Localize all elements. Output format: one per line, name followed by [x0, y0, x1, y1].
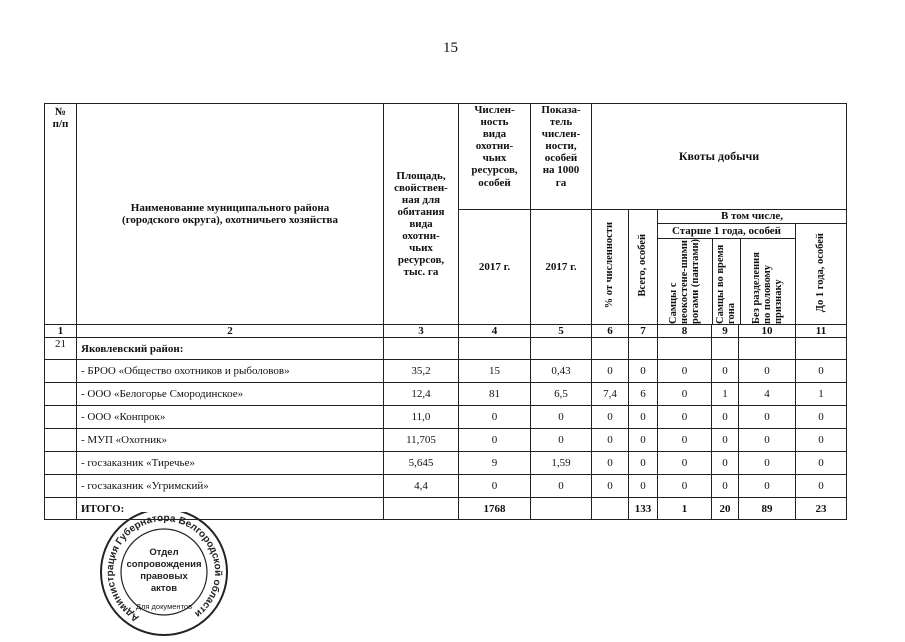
- col-number: 6: [592, 325, 629, 338]
- row-pct: 0: [592, 429, 629, 452]
- row-c8: 0: [658, 452, 712, 475]
- row-c8: 0: [658, 383, 712, 406]
- totals-c8: 1: [658, 498, 712, 520]
- row-pct: 7,4: [592, 383, 629, 406]
- col-number: 10: [739, 325, 796, 338]
- col-number: 2: [77, 325, 384, 338]
- row-index: 0: [531, 429, 592, 452]
- stamp-ring-text: Администрация Губернатора Белгородской области: [104, 512, 224, 624]
- header-name: Наименование муниципального района (городского округа), охотничьего хозяйства: [77, 104, 384, 325]
- row-c9: 0: [712, 360, 739, 383]
- totals-label: ИТОГО:: [77, 498, 384, 520]
- row-area: 12,4: [384, 383, 459, 406]
- table-row: [45, 475, 847, 498]
- header-quotas: Квоты добычи: [592, 104, 847, 210]
- row-index: 6,5: [531, 383, 592, 406]
- stamp-center-line: правовых: [140, 571, 188, 582]
- col-number: 7: [629, 325, 658, 338]
- row-c10: 0: [739, 406, 796, 429]
- row-total: 0: [629, 452, 658, 475]
- row-c11: 0: [796, 360, 847, 383]
- header-c11: До 1 года, особей: [815, 232, 827, 313]
- header-year-count: 2017 г.: [459, 210, 531, 325]
- totals-pct: [592, 498, 629, 520]
- row-index: 1,59: [531, 452, 592, 475]
- district-num: 21: [45, 338, 77, 360]
- row-c8: 0: [658, 406, 712, 429]
- col-number: 4: [459, 325, 531, 338]
- col-number: 8: [658, 325, 712, 338]
- row-pct: 0: [592, 360, 629, 383]
- column-numbers-row: [45, 325, 847, 338]
- row-area: 35,2: [384, 360, 459, 383]
- row-count: 0: [459, 429, 531, 452]
- row-c10: 4: [739, 383, 796, 406]
- row-c11: 0: [796, 406, 847, 429]
- row-area: 11,0: [384, 406, 459, 429]
- header-older: Старше 1 года, особей: [658, 224, 795, 239]
- totals-total: 133: [629, 498, 658, 520]
- row-total: 0: [629, 429, 658, 452]
- row-total: 0: [629, 360, 658, 383]
- page-number: 15: [443, 40, 458, 56]
- row-total: 0: [629, 406, 658, 429]
- stamp-bottom-text: Для документов: [135, 602, 193, 611]
- totals-count: 1768: [459, 498, 531, 520]
- row-c8: 0: [658, 429, 712, 452]
- stamp-center-line: сопровождения: [126, 559, 202, 570]
- row-c11: 1: [796, 383, 847, 406]
- header-count: Числен- ность вида охотни- чьих ресурсов, особей: [459, 104, 531, 210]
- row-area: 4,4: [384, 475, 459, 498]
- row-c11: 0: [796, 452, 847, 475]
- totals-index: [531, 498, 592, 520]
- row-c9: 0: [712, 452, 739, 475]
- official-stamp: [96, 512, 232, 642]
- row-c10: 0: [739, 475, 796, 498]
- table-row: [45, 360, 847, 383]
- header-c9: Самцы во время гона: [715, 244, 738, 324]
- header-c8: Самцы с неокостене-шими рогами (пантами): [668, 238, 702, 324]
- row-count: 81: [459, 383, 531, 406]
- totals-c11: 23: [796, 498, 847, 520]
- table-row: [45, 452, 847, 475]
- col-number: 5: [531, 325, 592, 338]
- row-c9: 1: [712, 383, 739, 406]
- row-count: 0: [459, 475, 531, 498]
- row-name: - госзаказник «Тиречье»: [77, 452, 384, 475]
- row-name: - госзаказник «Угримский»: [77, 475, 384, 498]
- row-count: 9: [459, 452, 531, 475]
- row-name: - ООО «Конпрок»: [77, 406, 384, 429]
- header-area: Площадь, свойствен- ная для обитания вида охотни- чьих ресурсов, тыс. га: [384, 104, 459, 325]
- header-num: № п/п: [45, 104, 77, 325]
- row-total: 6: [629, 383, 658, 406]
- row-pct: 0: [592, 406, 629, 429]
- row-name: - БРОО «Общество охотников и рыболовов»: [77, 360, 384, 383]
- header-c10: Без разделения по половому признаку: [751, 252, 785, 324]
- col-number: 11: [796, 325, 847, 338]
- row-c11: 0: [796, 429, 847, 452]
- header-percent: % от численности: [604, 222, 616, 309]
- header-total: Всего, особей: [637, 234, 649, 297]
- row-area: 11,705: [384, 429, 459, 452]
- totals-area: [384, 498, 459, 520]
- totals-c10: 89: [739, 498, 796, 520]
- row-total: 0: [629, 475, 658, 498]
- col-number: 3: [384, 325, 459, 338]
- row-c8: 0: [658, 475, 712, 498]
- row-c10: 0: [739, 429, 796, 452]
- col-number: 9: [712, 325, 739, 338]
- stamp-center-line: актов: [150, 583, 178, 594]
- stamp-center-line: Отдел: [149, 547, 179, 558]
- district-name: Яковлевский район:: [77, 338, 384, 360]
- row-c9: 0: [712, 475, 739, 498]
- row-c10: 0: [739, 452, 796, 475]
- col-number: 1: [45, 325, 77, 338]
- header-year-index: 2017 г.: [531, 210, 592, 325]
- table-row: [45, 406, 847, 429]
- header-index: Показа- тель числен- ности, особей на 1000 га: [531, 104, 592, 210]
- row-c10: 0: [739, 360, 796, 383]
- row-index: 0,43: [531, 360, 592, 383]
- row-count: 15: [459, 360, 531, 383]
- row-index: 0: [531, 475, 592, 498]
- header-including: В том числе,: [658, 210, 847, 224]
- row-index: 0: [531, 406, 592, 429]
- row-pct: 0: [592, 452, 629, 475]
- row-pct: 0: [592, 475, 629, 498]
- table-row: [45, 383, 847, 406]
- row-name: - МУП «Охотник»: [77, 429, 384, 452]
- quota-table: [44, 103, 847, 520]
- row-c8: 0: [658, 360, 712, 383]
- district-row: [45, 338, 847, 360]
- table-row: [45, 429, 847, 452]
- row-count: 0: [459, 406, 531, 429]
- row-area: 5,645: [384, 452, 459, 475]
- row-c9: 0: [712, 406, 739, 429]
- row-c11: 0: [796, 475, 847, 498]
- row-c9: 0: [712, 429, 739, 452]
- row-name: - ООО «Белогорье Смородинское»: [77, 383, 384, 406]
- totals-c9: 20: [712, 498, 739, 520]
